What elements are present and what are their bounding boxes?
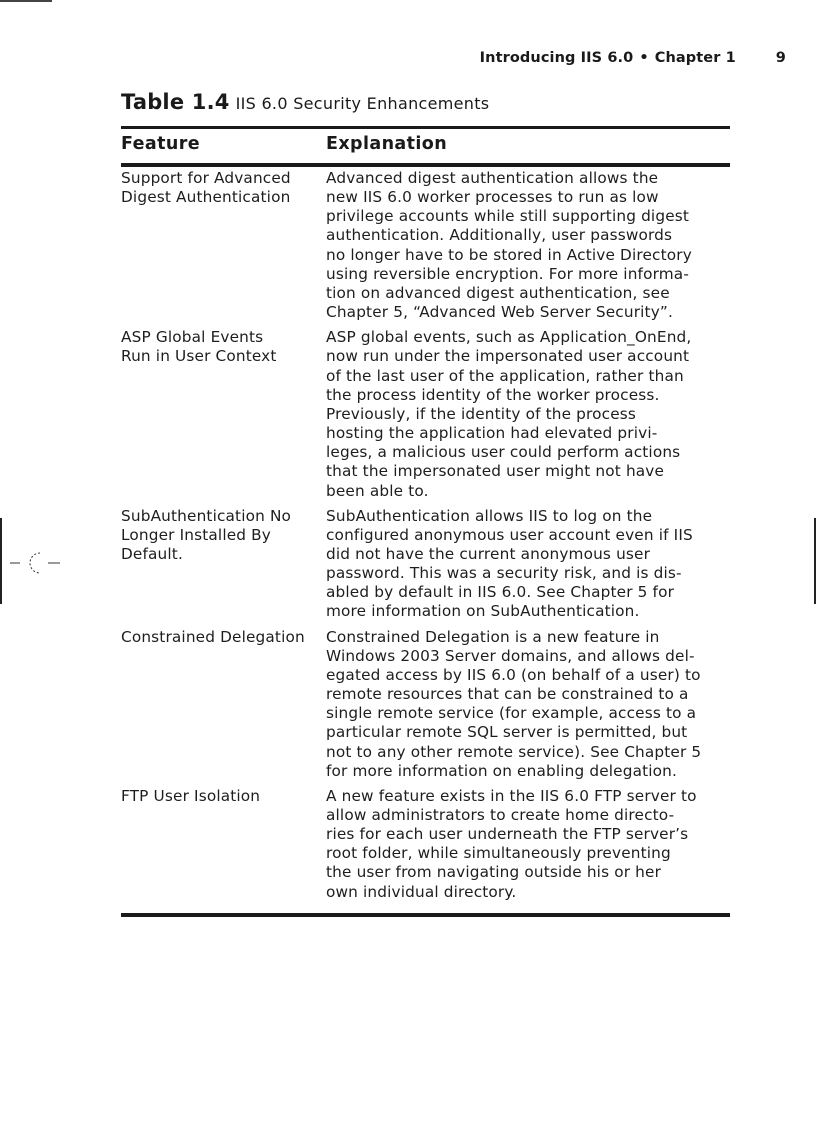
table-caption-title: IIS 6.0 Security Enhancements bbox=[235, 94, 490, 113]
explanation-line: privilege accounts while still supporting digest bbox=[326, 207, 690, 226]
table-row bbox=[121, 328, 730, 500]
explanation-line: using reversible encryption. For more informa- bbox=[326, 264, 690, 283]
explanation-cell bbox=[326, 169, 730, 322]
explanation-line: Chapter 5, “Advanced Web Server Security”. bbox=[326, 303, 673, 322]
explanation-line: of the last user of the application, rather than bbox=[326, 366, 684, 385]
running-head bbox=[480, 50, 786, 66]
explanation-line: abled by default in IIS 6.0. See Chapter 5 for bbox=[326, 583, 675, 602]
explanation-line: single remote service (for example, access to a bbox=[326, 704, 697, 723]
explanation-line: more information on SubAuthentication. bbox=[326, 602, 640, 621]
running-head-separator: • bbox=[639, 50, 649, 66]
table-top-rule bbox=[121, 126, 730, 129]
feature-cell bbox=[121, 628, 326, 781]
explanation-line: configured anonymous user account even if IIS bbox=[326, 525, 693, 544]
feature-line: ASP Global Events bbox=[121, 328, 264, 347]
explanation-line: been able to. bbox=[326, 481, 429, 500]
running-head-chapter: Chapter 1 bbox=[654, 50, 736, 66]
explanation-line: SubAuthentication allows IIS to log on the bbox=[326, 506, 653, 525]
running-head-title: Introducing IIS 6.0 bbox=[479, 50, 634, 66]
explanation-line: Previously, if the identity of the process bbox=[326, 404, 637, 423]
feature-cell bbox=[121, 328, 326, 500]
table-bottom-rule bbox=[121, 913, 730, 917]
page-number: 9 bbox=[775, 50, 786, 66]
scan-artifact-top bbox=[0, 0, 52, 2]
feature-line: Support for Advanced bbox=[121, 169, 291, 187]
table-row bbox=[121, 787, 730, 902]
explanation-line: own individual directory. bbox=[326, 882, 517, 901]
explanation-line: hosting the application had elevated privi- bbox=[326, 424, 658, 443]
feature-line: SubAuthentication No bbox=[121, 506, 292, 525]
explanation-line: authentication. Additionally, user passwords bbox=[326, 226, 673, 245]
column-header-explanation: Explanation bbox=[326, 134, 448, 154]
feature-line: Constrained Delegation bbox=[121, 627, 305, 646]
explanation-line: egated access by IIS 6.0 (on behalf of a user) to bbox=[326, 665, 701, 684]
explanation-line: Advanced digest authentication allows the bbox=[326, 169, 659, 187]
explanation-line: that the impersonated user might not have bbox=[326, 462, 665, 481]
explanation-cell bbox=[326, 328, 730, 500]
explanation-line: for more information on enabling delegation. bbox=[326, 761, 678, 780]
explanation-cell bbox=[326, 507, 730, 622]
explanation-line: the process identity of the worker process. bbox=[326, 385, 660, 404]
explanation-line: password. This was a security risk, and is dis- bbox=[326, 564, 682, 583]
explanation-line: new IIS 6.0 worker processes to run as low bbox=[326, 188, 659, 207]
explanation-line: not to any other remote service). See Chapter 5 bbox=[326, 742, 702, 761]
explanation-line: ASP global events, such as Application_OnEnd, bbox=[326, 328, 692, 347]
feature-cell bbox=[121, 169, 326, 322]
explanation-line: tion on advanced digest authentication, see bbox=[326, 283, 670, 302]
explanation-cell bbox=[326, 787, 730, 902]
column-header-feature: Feature bbox=[121, 134, 201, 154]
explanation-line: leges, a malicious user could perform actions bbox=[326, 443, 681, 462]
feature-line: Digest Authentication bbox=[121, 188, 291, 207]
feature-line: Run in User Context bbox=[121, 347, 277, 366]
explanation-line: Constrained Delegation is a new feature in bbox=[326, 627, 660, 646]
registration-mark-icon bbox=[10, 550, 62, 576]
feature-cell bbox=[121, 507, 326, 622]
explanation-line: Windows 2003 Server domains, and allows del- bbox=[326, 646, 695, 665]
explanation-line: remote resources that can be constrained to a bbox=[326, 685, 689, 704]
table-row bbox=[121, 507, 730, 622]
scan-edge-left bbox=[0, 518, 2, 604]
table-caption bbox=[121, 90, 489, 114]
explanation-line: no longer have to be stored in Active Directory bbox=[326, 245, 692, 264]
table-row bbox=[121, 169, 730, 322]
table-header-rule bbox=[121, 163, 730, 167]
explanation-cell bbox=[326, 628, 730, 781]
explanation-line: the user from navigating outside his or her bbox=[326, 863, 662, 882]
explanation-line: particular remote SQL server is permitted, but bbox=[326, 723, 688, 742]
table-header-row bbox=[121, 134, 730, 160]
explanation-line: did not have the current anonymous user bbox=[326, 544, 651, 563]
feature-cell bbox=[121, 787, 326, 902]
table-row bbox=[121, 628, 730, 781]
explanation-line: now run under the impersonated user account bbox=[326, 347, 690, 366]
table-caption-label: Table 1.4 bbox=[121, 90, 230, 114]
explanation-line: allow administrators to create home directo- bbox=[326, 806, 675, 824]
table-body bbox=[121, 169, 730, 902]
feature-line: Longer Installed By bbox=[121, 525, 272, 544]
explanation-line: A new feature exists in the IIS 6.0 FTP server to bbox=[326, 786, 697, 805]
feature-line: Default. bbox=[121, 544, 183, 563]
explanation-line: ries for each user underneath the FTP server’s bbox=[326, 825, 689, 844]
explanation-line: root folder, while simultaneously preventing bbox=[326, 844, 671, 863]
feature-line: FTP User Isolation bbox=[121, 786, 261, 805]
